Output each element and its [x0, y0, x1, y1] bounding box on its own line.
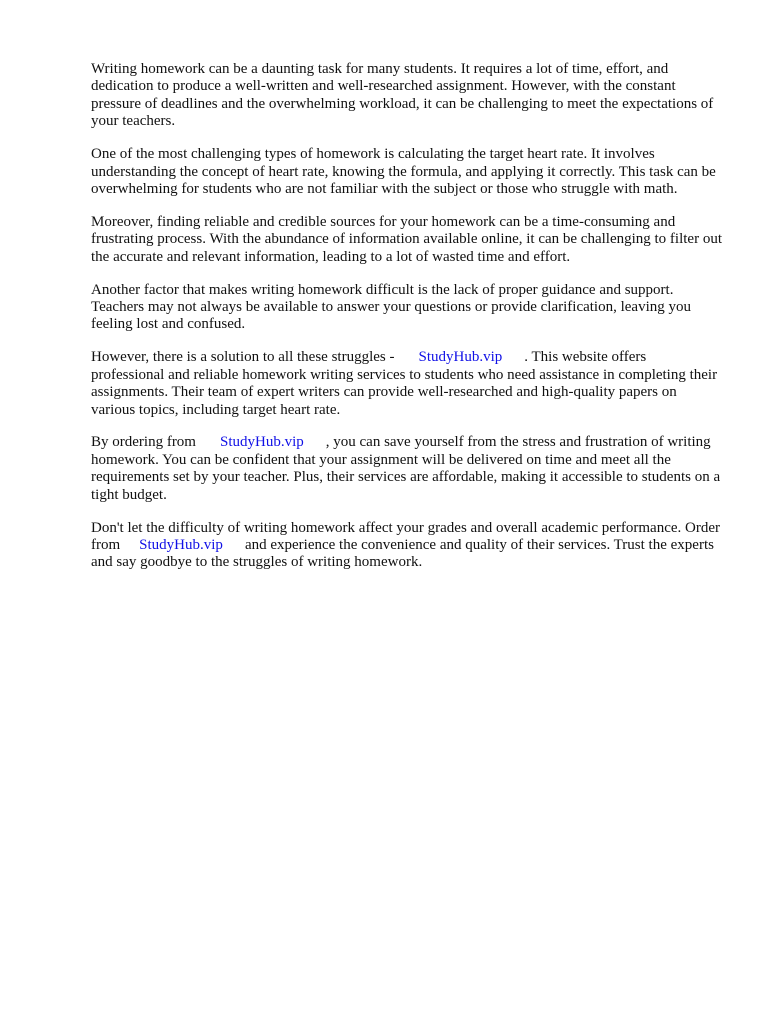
paragraph-ordering — [91, 434, 723, 504]
studyhub-link-2[interactable]: StudyHub.vip — [219, 434, 304, 451]
paragraph-solution-text-before: However, there is a solution to all these struggles - — [91, 349, 395, 366]
paragraph-closing-text-before: Don't let the difficulty of writing homework affect your grades and overall academic performance. Order from — [91, 519, 720, 553]
paragraph-closing — [91, 520, 723, 572]
paragraph-sources: Moreover, finding reliable and credible sources for your homework can be a time-consuming and frustrating process. With the abundance of information available online, it can be challenging to filter out the accurate and relevant information, leading to a lot of wasted time and effort. — [91, 213, 723, 265]
studyhub-link-3[interactable]: StudyHub.vip — [139, 536, 223, 553]
paragraph-closing-text-after: and experience the convenience and quality of their services. Trust the experts and say goodbye to the struggles of writing homework. — [91, 536, 714, 571]
paragraph-intro: Writing homework can be a daunting task for many students. It requires a lot of time, effort, and dedication to produce a well-written and well-researched assignment. However, with the constant pressure of deadlines and the overwhelming workload, it can be challenging to meet the expectations of your teachers. — [91, 61, 714, 130]
paragraph-solution — [91, 349, 723, 419]
paragraph-solution-text-after: . This website offers professional and reliable homework writing services to students who need assistance in completing their assignments. Their team of expert writers can provide well-researched and high-quality papers on various topics, including target heart rate. — [91, 349, 718, 418]
paragraph-heart-rate: One of the most challenging types of homework is calculating the target heart rate. It involves understanding the concept of heart rate, knowing the formula, and applying it correctly. This task can be overwhelming for students who are not familiar with the subject or those who struggle with math. — [91, 146, 716, 197]
paragraph-guidance: Another factor that makes writing homework difficult is the lack of proper guidance and support. Teachers may not always be available to answer your questions or provide clarification, leaving you feeling lost and confused. — [91, 281, 691, 333]
paragraph-ordering-text-after: , you can save yourself from the stress and frustration of writing homework. You can be confident that your assignment will be delivered on time and meet all the requirements set by your teacher. Plus, their services are affordable, making it accessible to students on a tight budget. — [91, 434, 721, 503]
paragraph-ordering-text-before: By ordering from — [91, 434, 196, 451]
document-body — [91, 61, 723, 587]
studyhub-link-1[interactable]: StudyHub.vip — [418, 349, 503, 366]
